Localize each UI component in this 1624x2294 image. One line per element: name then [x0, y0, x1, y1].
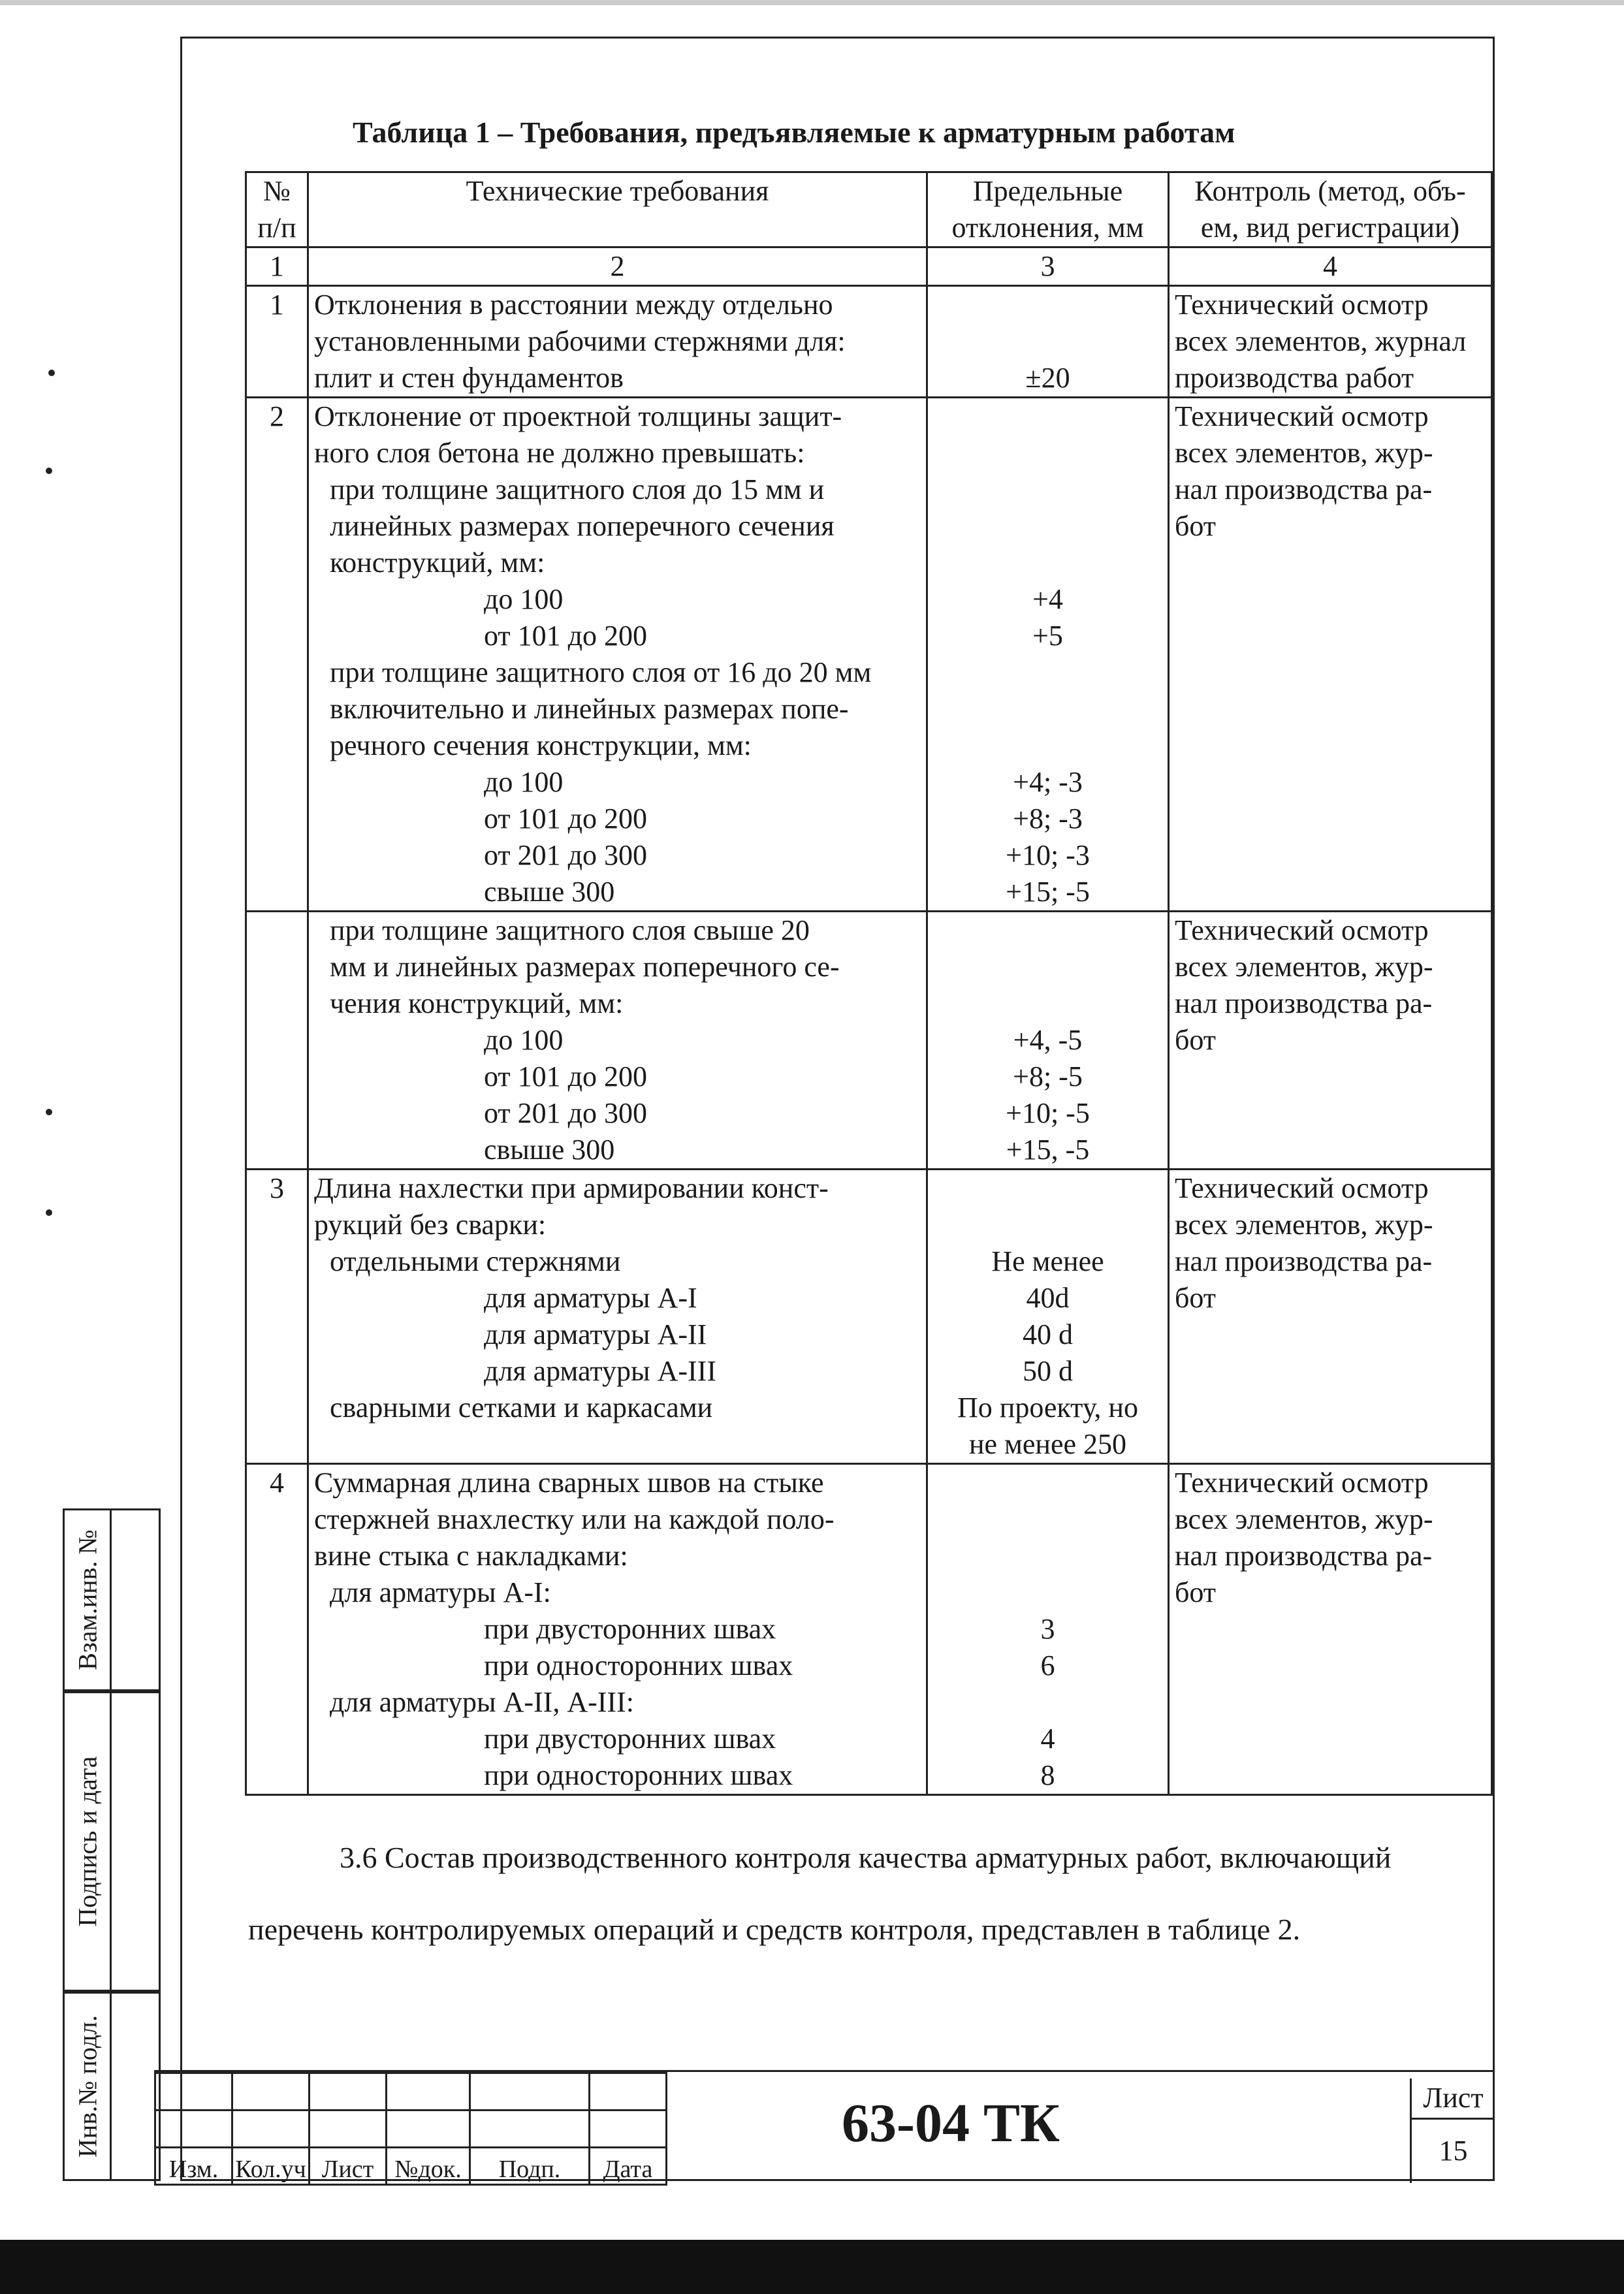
- deviation-value: [933, 1538, 1162, 1574]
- deviation-value: [933, 1574, 1162, 1611]
- control-line: всех элементов, жур-: [1175, 1209, 1433, 1241]
- requirement-line: от 101 до 200: [484, 803, 648, 835]
- control-line: всех элементов, жур-: [1175, 951, 1433, 983]
- deviation-value: +4; -3: [1013, 766, 1083, 798]
- requirement-line: при двусторонних швах: [484, 1613, 776, 1645]
- deviation-cell: [927, 286, 1169, 398]
- control-line: [1175, 581, 1486, 618]
- deviation-value: [933, 1207, 1162, 1243]
- requirement-cell: [308, 286, 927, 398]
- requirement-line: [314, 1426, 921, 1463]
- column-number: 4: [1169, 247, 1492, 286]
- control-line: Технический осмотр: [1175, 1467, 1429, 1499]
- vzam-label: Взам.инв. №: [72, 1529, 102, 1670]
- column-number: 2: [308, 247, 927, 286]
- requirement-line: от 201 до 300: [484, 839, 648, 871]
- deviation-value: [933, 1465, 1162, 1501]
- requirement-line: вине стыка с накладками:: [314, 1540, 628, 1572]
- sheet-number: 15: [1439, 2135, 1468, 2167]
- deviation-value: 6: [1040, 1649, 1055, 1681]
- grid-cell: [470, 2111, 590, 2148]
- deviation-value: +8; -5: [1013, 1060, 1083, 1092]
- requirement-line: при двусторонних швах: [484, 1723, 776, 1755]
- row-number: [246, 912, 308, 1170]
- control-line: бот: [1175, 1576, 1217, 1608]
- inv-label: Инв.№ подл.: [72, 2015, 102, 2158]
- requirement-line: для арматуры А-III: [484, 1355, 716, 1387]
- control-line: [1175, 691, 1486, 727]
- requirement-line: при толщине защитного слоя от 16 до 20 мм: [330, 656, 872, 688]
- control-line: [1175, 1390, 1486, 1426]
- control-line: [1175, 1426, 1486, 1463]
- deviation-value: [933, 949, 1162, 985]
- control-line: всех элементов, жур-: [1175, 437, 1433, 469]
- requirement-line: при толщине защитного слоя до 15 мм и: [330, 473, 825, 505]
- requirement-line: при односторонних швах: [484, 1649, 793, 1681]
- control-cell: [1169, 398, 1492, 912]
- requirement-line: Отклонения в расстоянии между отдельно: [314, 289, 833, 321]
- control-line: [1175, 837, 1486, 874]
- control-line: нал производства ра-: [1175, 1540, 1433, 1572]
- requirement-line: Длина нахлестки при армировании конст-: [314, 1172, 829, 1204]
- control-line: бот: [1175, 1282, 1217, 1314]
- column-number: 1: [246, 247, 308, 286]
- requirement-line: от 101 до 200: [484, 620, 648, 652]
- deviation-value: +10; -5: [1006, 1097, 1090, 1129]
- requirement-line: для арматуры А-II: [484, 1318, 707, 1350]
- requirement-line: мм и линейных размерах поперечного се-: [330, 951, 840, 983]
- deviation-value: [933, 691, 1162, 727]
- table-header-row: [246, 172, 1492, 247]
- grid-cell: [310, 2073, 387, 2111]
- deviation-value: +15; -5: [1006, 876, 1090, 908]
- header-no-line2: п/п: [257, 212, 296, 244]
- deviation-value: [933, 323, 1162, 360]
- stamp-col-podp: Подп.: [470, 2148, 590, 2185]
- control-line: бот: [1175, 1024, 1217, 1056]
- grid-cell: [387, 2111, 470, 2148]
- stamp-col-list: Лист: [310, 2148, 387, 2185]
- stamp-col-izm: Изм.: [155, 2148, 232, 2185]
- requirement-line: установленными рабочими стержнями для:: [314, 325, 846, 357]
- control-line: Технический осмотр: [1175, 400, 1429, 432]
- document-code: 63-04 ТК: [842, 2093, 1060, 2154]
- deviation-value: [933, 1501, 1162, 1538]
- deviation-value: [933, 435, 1162, 471]
- control-line: нал производства ра-: [1175, 473, 1433, 505]
- deviation-value: Не менее: [991, 1245, 1104, 1277]
- control-cell: [1169, 1464, 1492, 1795]
- requirement-line: от 201 до 300: [484, 1097, 648, 1129]
- deviation-value: 40 d: [1023, 1318, 1073, 1350]
- grid-cell: [310, 2111, 387, 2148]
- deviation-cell: [927, 1170, 1169, 1464]
- deviation-value: [933, 985, 1162, 1022]
- requirement-line: ного слоя бетона не должно превышать:: [314, 437, 805, 469]
- deviation-value: +5: [1032, 620, 1063, 652]
- requirement-line: для арматуры А-I:: [330, 1576, 551, 1608]
- table-title: Таблица 1 – Требования, предъявляемые к арматурным работам: [353, 116, 1235, 149]
- deviation-cell: [927, 912, 1169, 1170]
- row-number: 1: [246, 286, 308, 398]
- deviation-cell: [927, 1464, 1169, 1795]
- requirement-line: стержней внахлестку или на каждой поло-: [314, 1503, 835, 1535]
- deviation-value: По проекту, но: [957, 1392, 1138, 1424]
- control-line: [1175, 1316, 1486, 1353]
- control-line: [1175, 654, 1486, 691]
- side-stamp-label: [65, 1510, 112, 1689]
- requirement-line: до 100: [484, 1024, 564, 1056]
- side-stamp-podpis: [63, 1691, 161, 1992]
- scan-edge-top: [0, 0, 1624, 5]
- row-number: 4: [246, 1464, 308, 1795]
- control-line: всех элементов, жур-: [1175, 1503, 1433, 1535]
- deviation-value: 4: [1040, 1723, 1055, 1755]
- control-line: [1175, 1648, 1486, 1684]
- control-line: [1175, 1757, 1486, 1794]
- requirement-line: свыше 300: [484, 876, 615, 908]
- header-no: [246, 172, 308, 247]
- title-block: [154, 2070, 1495, 2181]
- podpis-label: Подпись и дата: [72, 1756, 102, 1927]
- deviation-value: [933, 398, 1162, 435]
- deviation-value: +15, -5: [1006, 1134, 1090, 1166]
- control-line: бот: [1175, 510, 1217, 542]
- column-number-row: [246, 247, 1492, 286]
- control-line: [1175, 801, 1486, 837]
- control-line: [1175, 1611, 1486, 1648]
- table-row: [246, 1170, 1492, 1464]
- requirement-line: до 100: [484, 766, 564, 798]
- control-line: Технический осмотр: [1175, 914, 1429, 946]
- deviation-value: [933, 471, 1162, 508]
- table-row: [246, 912, 1492, 1170]
- deviation-value: [933, 1684, 1162, 1721]
- margin-dot: [46, 1209, 52, 1216]
- requirement-line: Суммарная длина сварных швов на стыке: [314, 1467, 824, 1499]
- deviation-value: 40d: [1026, 1282, 1070, 1314]
- side-stamp-inv: [63, 1992, 161, 2181]
- grid-cell: [155, 2111, 232, 2148]
- requirement-line: включительно и линейных размерах попе-: [330, 693, 849, 725]
- header-deviations: [927, 172, 1169, 247]
- deviation-value: +8; -3: [1013, 803, 1083, 835]
- requirement-line: чения конструкций, мм:: [330, 987, 624, 1019]
- paragraph-line: перечень контролируемых операций и средств контроля, представлен в таблице 2.: [248, 1913, 1301, 1946]
- control-line: нал производства ра-: [1175, 987, 1433, 1019]
- requirement-line: рукций без сварки:: [314, 1209, 547, 1241]
- paragraph-3-6: [248, 1822, 1489, 1966]
- control-cell: [1169, 1170, 1492, 1464]
- requirements-table: [245, 171, 1493, 1796]
- requirement-line: речного сечения конструкции, мм:: [330, 729, 752, 761]
- requirement-line: плит и стен фундаментов: [314, 362, 624, 394]
- header-dev-line2: отклонения, мм: [951, 212, 1144, 244]
- paragraph-line: 3.6 Состав производственного контроля качества арматурных работ, включающий: [340, 1841, 1392, 1874]
- requirement-line: при односторонних швах: [484, 1759, 793, 1791]
- deviation-value: 50 d: [1023, 1355, 1073, 1387]
- control-line: нал производства ра-: [1175, 1245, 1433, 1277]
- deviation-value: +4: [1032, 583, 1063, 615]
- requirement-line: свыше 300: [484, 1134, 615, 1166]
- row-number: 2: [246, 398, 308, 912]
- deviation-value: [933, 727, 1162, 764]
- control-cell: [1169, 286, 1492, 398]
- sheet-label: Лист: [1412, 2079, 1495, 2120]
- grid-cell: [590, 2073, 667, 2111]
- deviation-value: ±20: [1025, 362, 1070, 394]
- row-number: 3: [246, 1170, 308, 1464]
- control-line: [1175, 1684, 1486, 1721]
- control-line: Технический осмотр: [1175, 289, 1429, 321]
- control-line: [1175, 618, 1486, 654]
- grid-cell: [387, 2073, 470, 2111]
- requirement-cell: [308, 1170, 927, 1464]
- control-line: Технический осмотр: [1175, 1172, 1429, 1204]
- deviation-value: [933, 545, 1162, 581]
- margin-dot: [46, 468, 52, 474]
- margin-dot: [48, 370, 55, 376]
- deviation-cell: [927, 398, 1169, 912]
- requirement-line: для арматуры А-II, А-III:: [330, 1686, 634, 1718]
- control-line: производства работ: [1175, 362, 1414, 394]
- grid-cell: [232, 2073, 310, 2111]
- requirement-cell: [308, 912, 927, 1170]
- header-ctrl-line2: ем, вид регистрации): [1200, 212, 1460, 244]
- control-line: [1175, 727, 1486, 764]
- column-number: 3: [927, 247, 1169, 286]
- control-line: [1175, 874, 1486, 910]
- control-line: [1175, 1059, 1486, 1095]
- header-control: [1169, 172, 1492, 247]
- deviation-value: [933, 508, 1162, 545]
- requirement-cell: [308, 1464, 927, 1795]
- side-stamp-label: [65, 1693, 112, 1990]
- scan-edge-bottom: [0, 2240, 1624, 2294]
- requirement-cell: [308, 398, 927, 912]
- requirement-line: от 101 до 200: [484, 1060, 648, 1092]
- header-ctrl-line1: Контроль (метод, объ-: [1194, 175, 1466, 207]
- deviation-value: [933, 912, 1162, 949]
- requirement-line: отдельными стержнями: [330, 1245, 621, 1277]
- requirement-line: до 100: [484, 583, 564, 615]
- control-cell: [1169, 912, 1492, 1170]
- grid-cell: [155, 2073, 232, 2111]
- grid-cell: [470, 2073, 590, 2111]
- side-stamp-vzam: [63, 1508, 161, 1691]
- table-row: [246, 398, 1492, 912]
- requirement-line: линейных размерах поперечного сечения: [330, 510, 835, 542]
- control-line: [1175, 1132, 1486, 1168]
- revision-grid: [154, 2072, 667, 2186]
- requirement-line: при толщине защитного слоя свыше 20: [330, 914, 810, 946]
- stamp-col-data: Дата: [590, 2148, 667, 2185]
- deviation-value: [933, 654, 1162, 691]
- deviation-value: 8: [1040, 1759, 1055, 1791]
- control-line: [1175, 545, 1486, 581]
- control-line: [1175, 1721, 1486, 1757]
- margin-dot: [46, 1109, 52, 1115]
- header-requirements: Технические требования: [308, 172, 927, 247]
- deviation-value: +10; -3: [1006, 839, 1090, 871]
- requirement-line: сварными сетками и каркасами: [330, 1392, 713, 1424]
- header-no-line1: №: [263, 175, 291, 207]
- control-line: [1175, 1353, 1486, 1390]
- control-line: всех элементов, журнал: [1175, 325, 1467, 357]
- deviation-value: +4, -5: [1013, 1024, 1083, 1056]
- table-body: [246, 286, 1492, 1795]
- table-row: [246, 286, 1492, 398]
- control-line: [1175, 1095, 1486, 1132]
- deviation-value: [933, 1170, 1162, 1207]
- requirement-line: конструкций, мм:: [330, 547, 545, 579]
- control-line: [1175, 764, 1486, 801]
- deviation-value: 3: [1040, 1613, 1055, 1645]
- deviation-value: не менее 250: [968, 1428, 1127, 1460]
- sheet-box: [1410, 2079, 1495, 2183]
- deviation-value: [933, 287, 1162, 323]
- side-stamp-label: [65, 1994, 112, 2179]
- stamp-col-ndok: №док.: [387, 2148, 470, 2185]
- requirement-line: Отклонение от проектной толщины защит-: [314, 400, 842, 432]
- requirement-line: для арматуры А-I: [484, 1282, 697, 1314]
- table-row: [246, 1464, 1492, 1795]
- grid-cell: [232, 2111, 310, 2148]
- stamp-col-kol: Кол.уч: [232, 2148, 310, 2185]
- grid-cell: [590, 2111, 667, 2148]
- header-dev-line1: Предельные: [972, 175, 1123, 207]
